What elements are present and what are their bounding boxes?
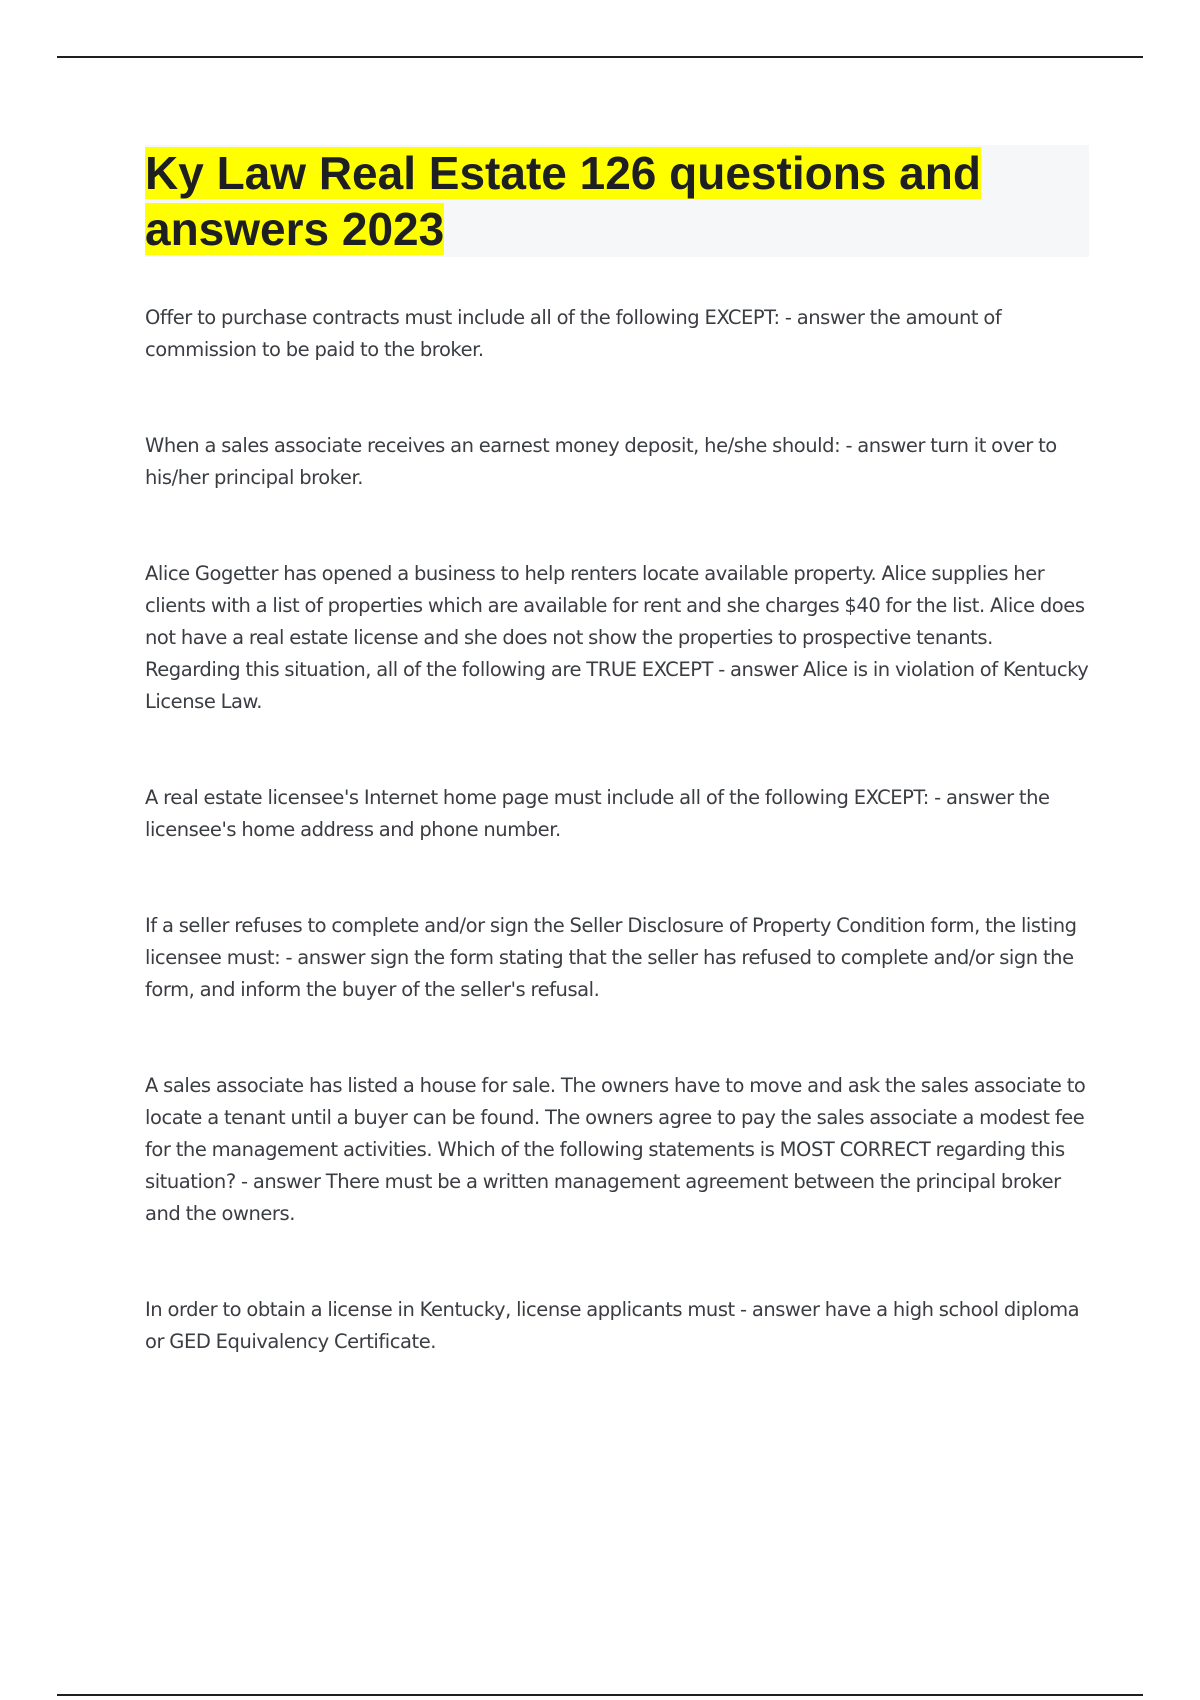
qa-item: Offer to purchase contracts must include all of the following EXCEPT: - answer the amount of commission to be paid to the broker. [145,306,1002,361]
qa-item: If a seller refuses to complete and/or sign the Seller Disclosure of Property Condition form, the listing licensee must: - answer sign the form stating that the seller has refused to complete and/or sign the form, and inform the buyer of the seller's refusal. [145,914,1077,1001]
qa-item: In order to obtain a license in Kentucky, license applicants must - answer have a high school diploma or GED Equivalency Certificate. [145,1298,1080,1353]
qa-item: When a sales associate receives an earnest money deposit, he/she should: - answer turn it over to his/her principal broker. [145,434,1057,489]
qa-item: Alice Gogetter has opened a business to help renters locate available property. Alice supplies her clients with a list of properties which are available for rent and she charges $40 for the list. Alice does not have a real estate license and she does not show the properties to prospective tenants. Regarding this situation, all of the following are TRUE EXCEPT - answer Alice is in violation of Kentucky License Law. [145,562,1089,713]
document-title [145,145,1089,257]
qa-list [145,302,1089,1358]
top-rule [57,56,1143,58]
bottom-rule [57,1694,1143,1696]
qa-item: A sales associate has listed a house for sale. The owners have to move and ask the sales associate to locate a tenant until a buyer can be found. The owners agree to pay the sales associate a modest fee for the management activities. Which of the following statements is MOST CORRECT regarding this situation? - answer There must be a written management agreement between the principal broker and the owners. [145,1074,1086,1225]
title-highlight: Ky Law Real Estate 126 questions and answers 2023 [145,147,981,255]
title-block [145,145,1089,257]
qa-item: A real estate licensee's Internet home page must include all of the following EXCEPT: - answer the licensee's home address and phone number. [145,786,1050,841]
